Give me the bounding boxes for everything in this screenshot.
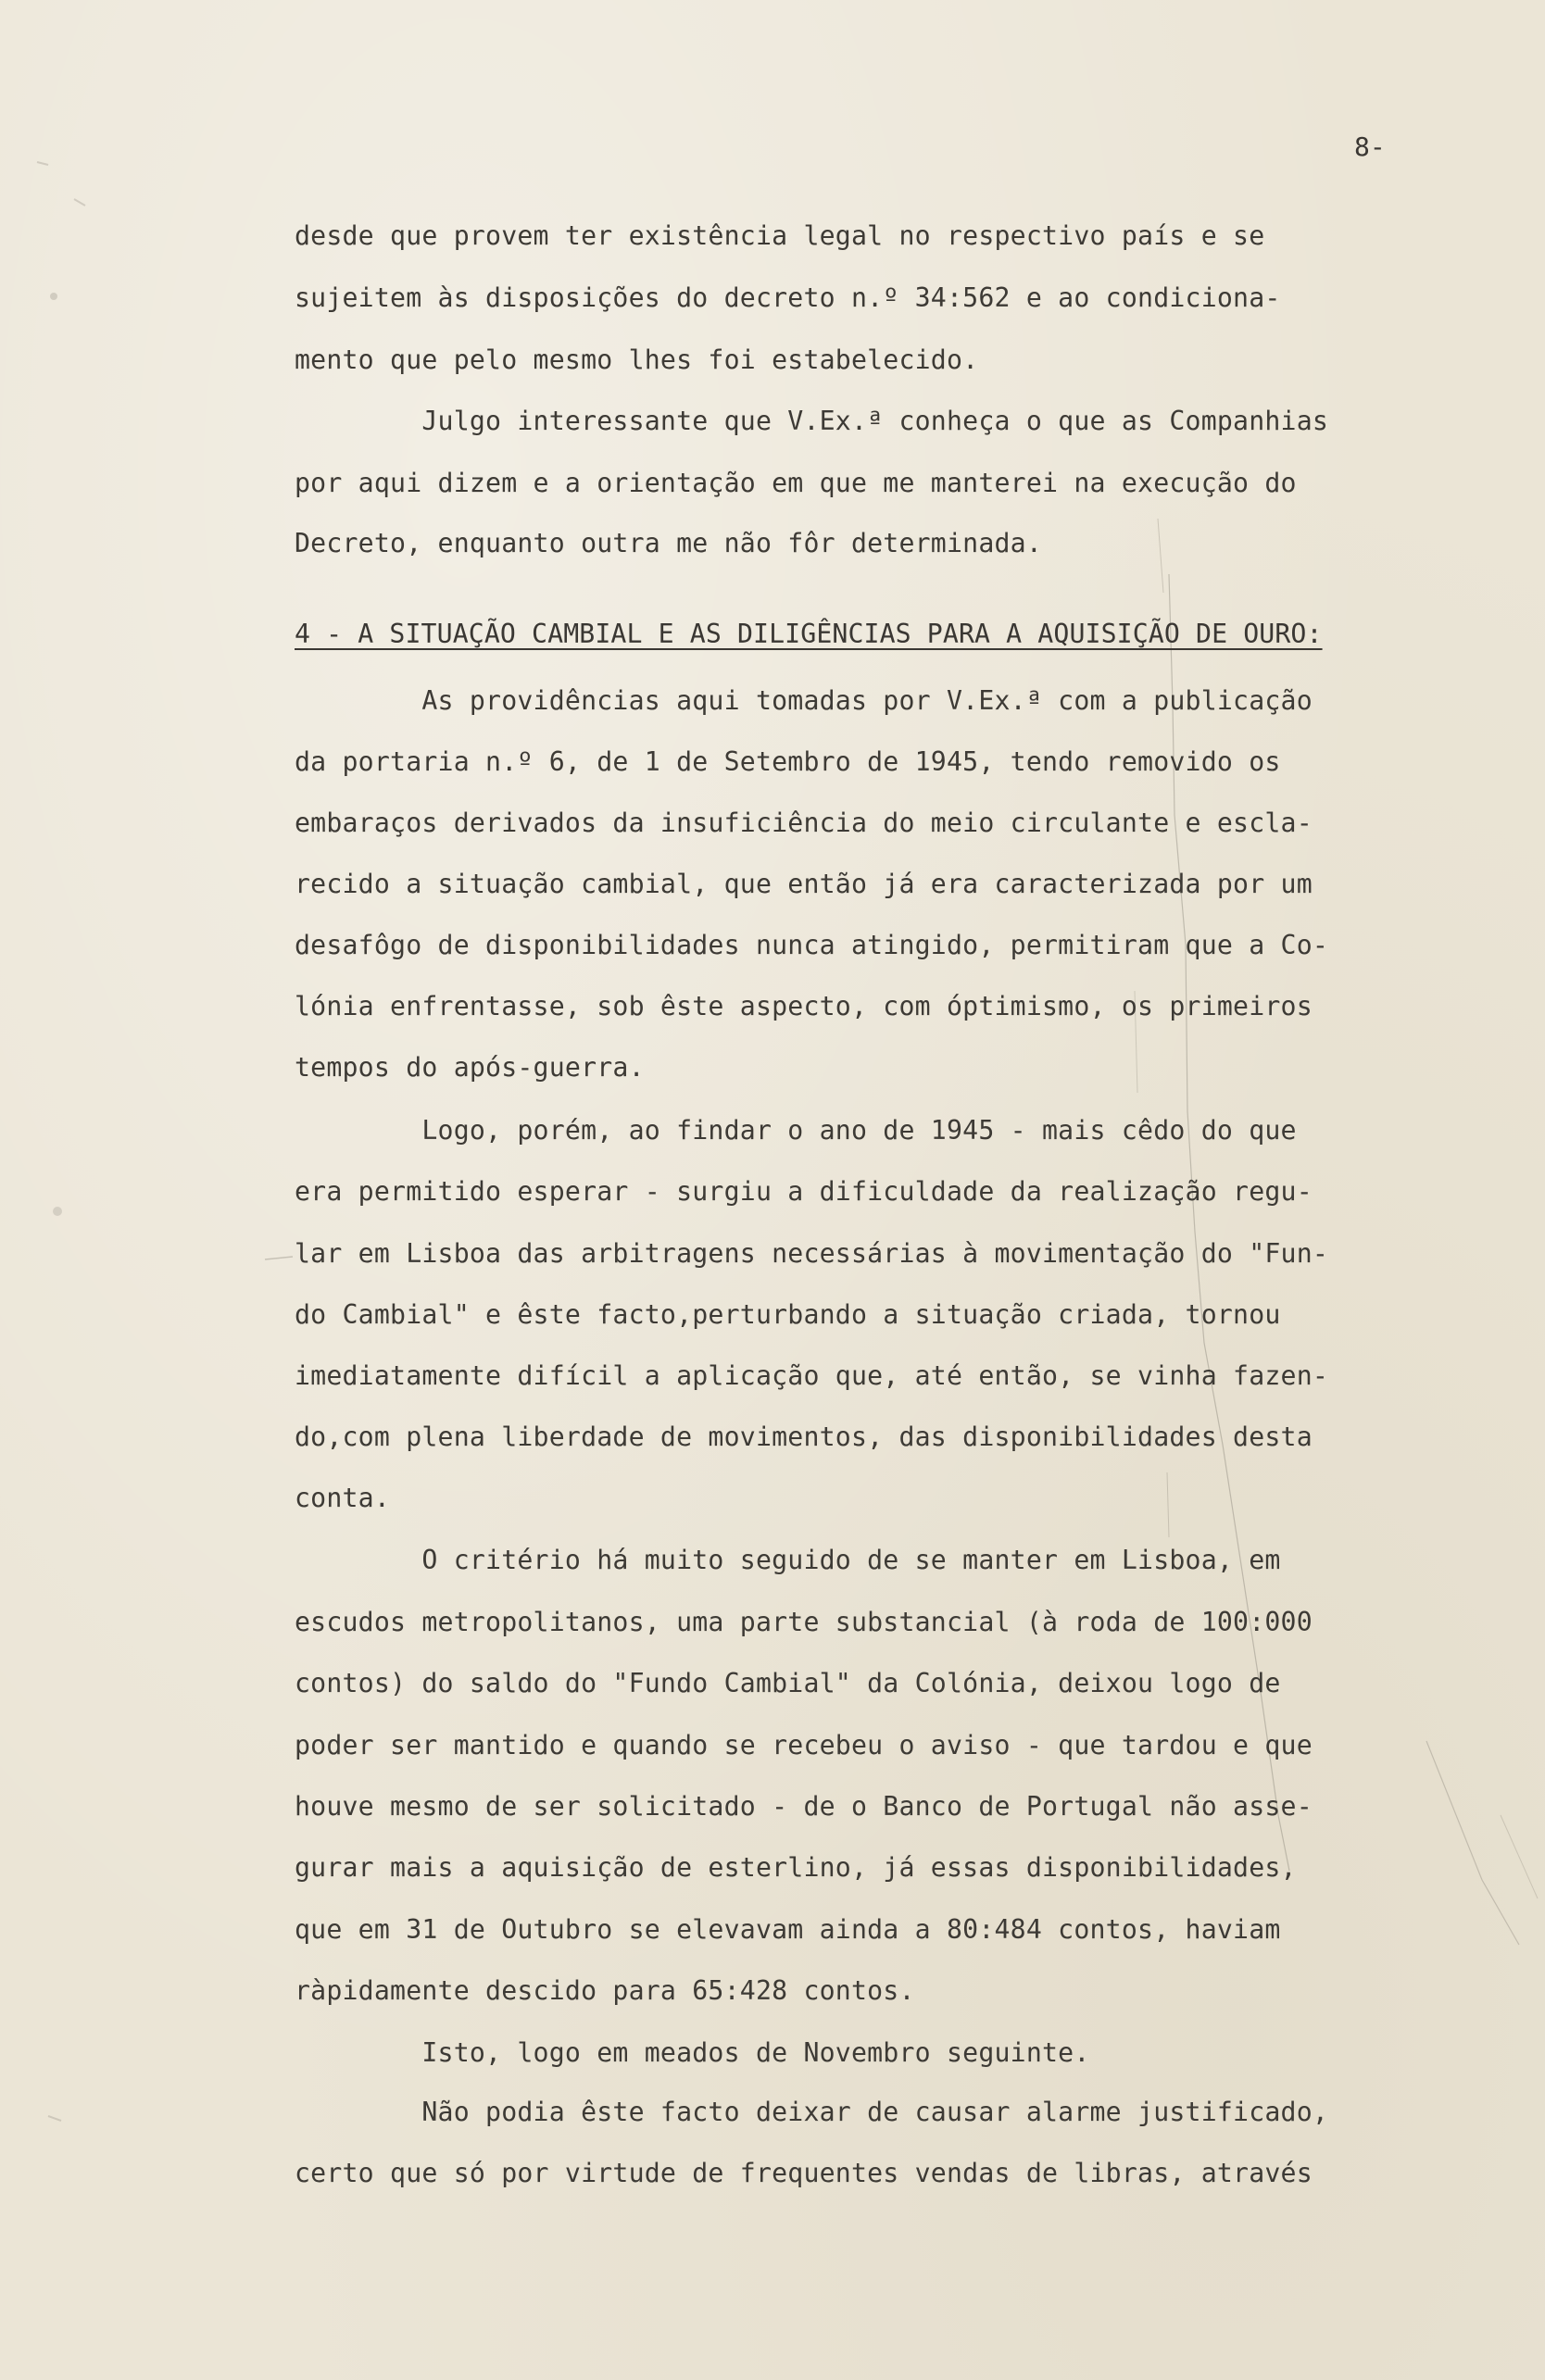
text-line-20: conta. bbox=[295, 1483, 391, 1513]
text-line-11: desafôgo de disponibilidades nunca atingido, permitiram que a Co- bbox=[295, 930, 1329, 960]
text-line-10: recido a situação cambial, que então já era caracterizada por um bbox=[295, 869, 1313, 899]
text-line-22: escudos metropolitanos, uma parte substancial (à roda de 100:000 bbox=[295, 1607, 1313, 1637]
text-line-17: do Cambial" e êste facto,perturbando a situação criada, tornou bbox=[295, 1299, 1281, 1330]
text-line-18: imediatamente difícil a aplicação que, até então, se vinha fazen- bbox=[295, 1360, 1329, 1391]
section-heading: 4 - A SITUAÇÃO CAMBIAL E AS DILIGÊNCIAS PARA A AQUISIÇÃO DE OURO: bbox=[295, 619, 1323, 649]
text-line-28: ràpidamente descido para 65:428 contos. bbox=[295, 1975, 915, 2006]
text-line-24: poder ser mantido e quando se recebeu o aviso - que tardou e que bbox=[295, 1730, 1313, 1760]
text-line-26: gurar mais a aquisição de esterlino, já essas disponibilidades, bbox=[295, 1852, 1297, 1883]
text-line-21: O critério há muito seguido de se manter em Lisboa, em bbox=[295, 1545, 1281, 1575]
text-line-4: Julgo interessante que V.Ex.ª conheça o que as Companhias bbox=[295, 406, 1329, 436]
text-line-14: Logo, porém, ao findar o ano de 1945 - mais cêdo do que bbox=[295, 1115, 1297, 1146]
text-line-6: Decreto, enquanto outra me não fôr determinada. bbox=[295, 528, 1043, 558]
text-line-15: era permitido esperar - surgiu a dificuldade da realização regu- bbox=[295, 1176, 1313, 1207]
text-line-13: tempos do após-guerra. bbox=[295, 1052, 645, 1083]
text-line-29: Isto, logo em meados de Novembro seguinte. bbox=[295, 2037, 1090, 2068]
text-line-9: embaraços derivados da insuficiência do meio circulante e escla- bbox=[295, 808, 1313, 838]
text-line-5: por aqui dizem e a orientação em que me manterei na execução do bbox=[295, 468, 1297, 498]
text-line-8: da portaria n.º 6, de 1 de Setembro de 1945, tendo removido os bbox=[295, 746, 1281, 777]
text-line-25: houve mesmo de ser solicitado - de o Banco de Portugal não asse- bbox=[295, 1791, 1313, 1822]
text-line-1: desde que provem ter existência legal no respectivo país e se bbox=[295, 220, 1265, 251]
text-line-3: mento que pelo mesmo lhes foi estabelecido. bbox=[295, 344, 979, 375]
text-line-2: sujeitem às disposições do decreto n.º 34:562 e ao condiciona- bbox=[295, 282, 1281, 313]
text-line-12: lónia enfrentasse, sob êste aspecto, com óptimismo, os primeiros bbox=[295, 991, 1313, 1021]
text-line-23: contos) do saldo do "Fundo Cambial" da Colónia, deixou logo de bbox=[295, 1668, 1281, 1698]
page-number: 8- bbox=[1354, 132, 1386, 162]
text-line-16: lar em Lisboa das arbitragens necessárias à movimentação do "Fun- bbox=[295, 1238, 1329, 1269]
text-line-7: As providências aqui tomadas por V.Ex.ª com a publicação bbox=[295, 685, 1313, 716]
text-line-31: certo que só por virtude de frequentes vendas de libras, através bbox=[295, 2158, 1313, 2188]
text-line-30: Não podia êste facto deixar de causar alarme justificado, bbox=[295, 2097, 1329, 2127]
text-line-27: que em 31 de Outubro se elevavam ainda a 80:484 contos, haviam bbox=[295, 1914, 1281, 1945]
text-line-19: do,com plena liberdade de movimentos, das disponibilidades desta bbox=[295, 1422, 1313, 1452]
